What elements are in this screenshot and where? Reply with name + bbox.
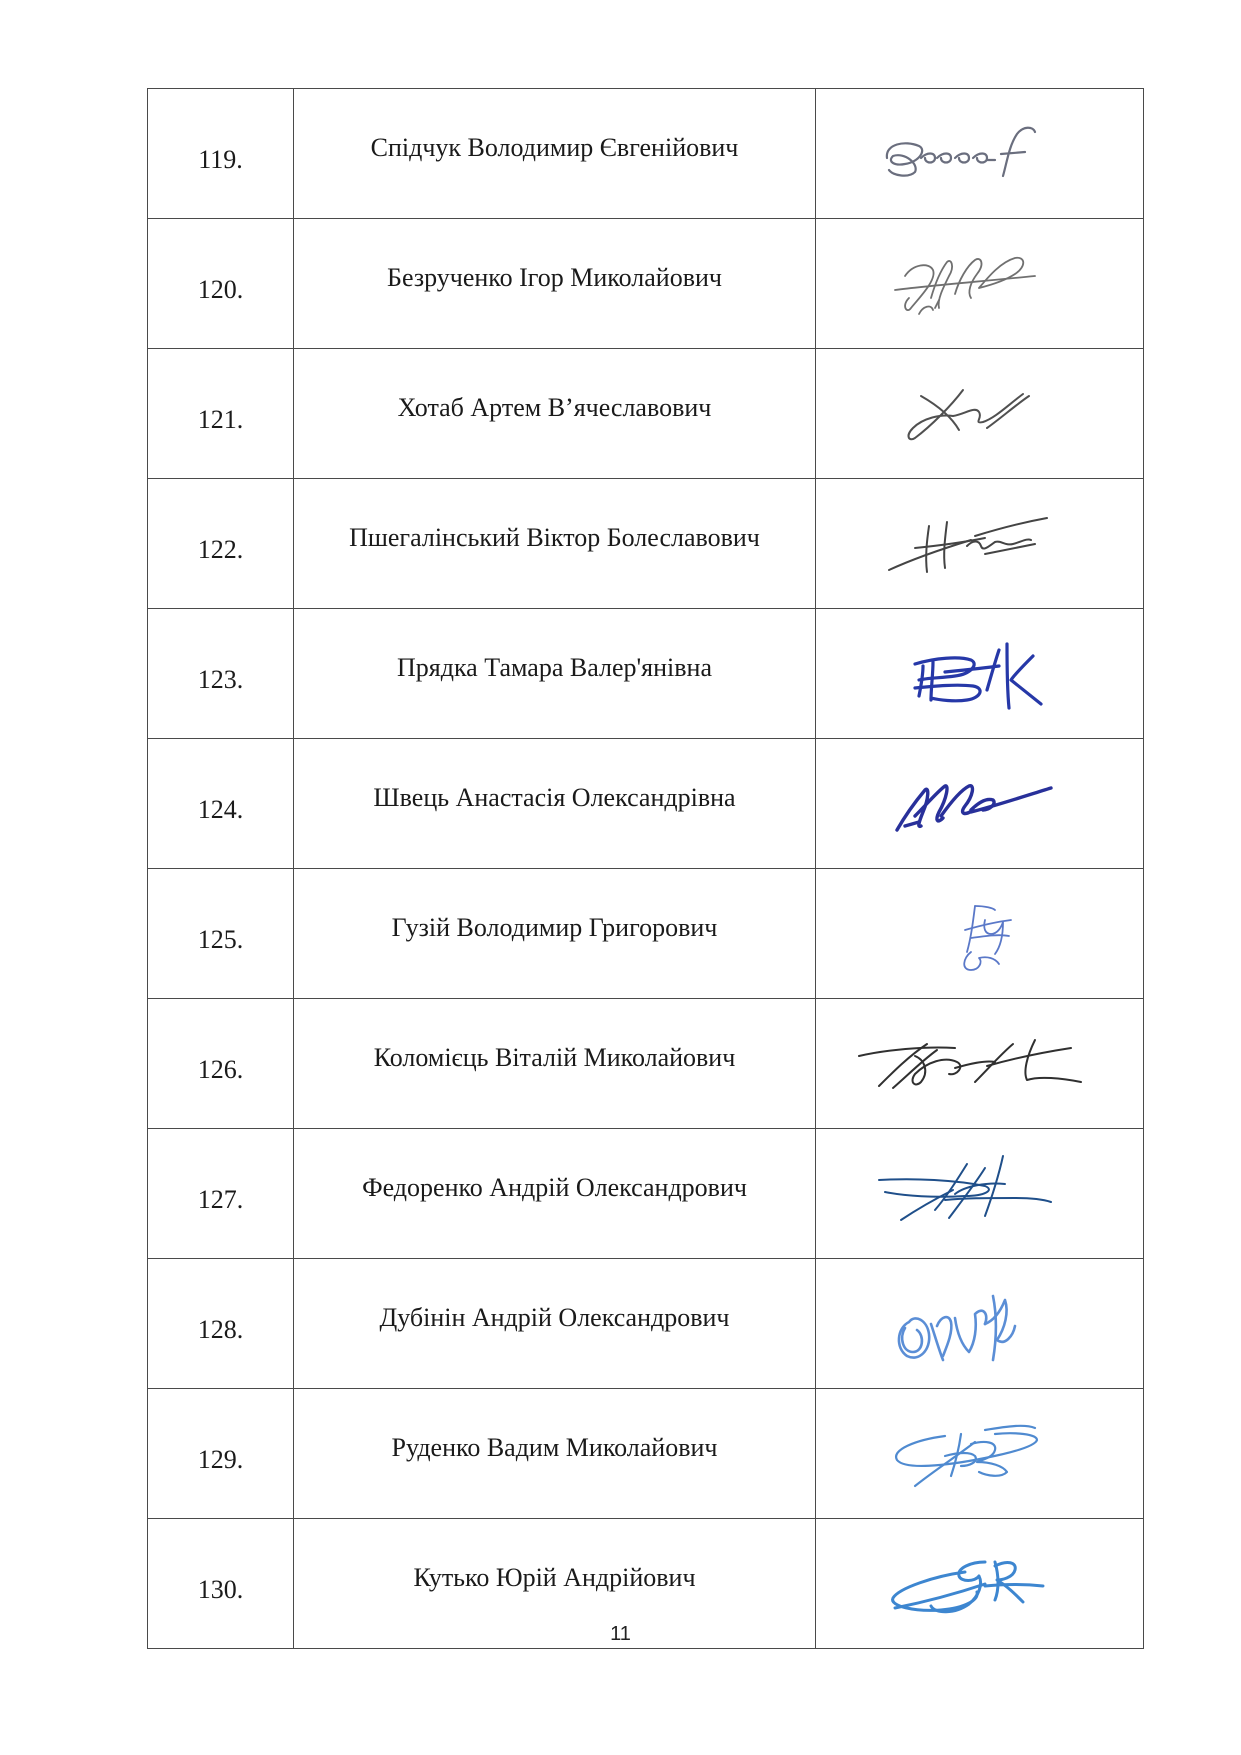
row-number: 123. [148,609,294,739]
signature-cell [816,999,1144,1129]
table-row [148,609,1144,739]
signature-image [875,756,1085,852]
row-number: 124. [148,739,294,869]
row-number: 130. [148,1519,294,1649]
person-name: Дубінін Андрій Олександрович [294,1259,816,1389]
person-name: Швець Анастасія Олександрівна [294,739,816,869]
signature-image [875,886,1085,982]
person-name: Хотаб Артем В’ячеславович [294,349,816,479]
row-number: 127. [148,1129,294,1259]
table-row [148,349,1144,479]
row-number: 128. [148,1259,294,1389]
table-row [148,1389,1144,1519]
signature-image [875,366,1085,462]
signature-table [147,88,1144,1649]
person-name: Коломієць Віталій Миколайович [294,999,816,1129]
person-name: Федоренко Андрій Олександрович [294,1129,816,1259]
person-name: Руденко Вадим Миколайович [294,1389,816,1519]
signature-image [875,1146,1085,1242]
signature-cell [816,349,1144,479]
page-number: 11 [610,1623,631,1645]
signature-image [875,626,1085,722]
row-number: 129. [148,1389,294,1519]
signature-image [875,496,1085,592]
table-row [148,999,1144,1129]
table-row [148,89,1144,219]
signature-cell [816,609,1144,739]
signature-table-body [148,89,1144,1649]
person-name: Спідчук Володимир Євгенійович [294,89,816,219]
signature-image [875,1406,1085,1502]
signature-cell [816,739,1144,869]
table-row [148,219,1144,349]
row-number: 120. [148,219,294,349]
table-row [148,739,1144,869]
person-name: Гузій Володимир Григорович [294,869,816,999]
signature-cell [816,219,1144,349]
signature-cell [816,89,1144,219]
row-number: 119. [148,89,294,219]
person-name: Безрученко Ігор Миколайович [294,219,816,349]
table-row [148,479,1144,609]
signature-cell [816,479,1144,609]
person-name: Пшегалінський Віктор Болеславович [294,479,816,609]
person-name: Прядка Тамара Валер'янівна [294,609,816,739]
signature-image [875,106,1085,202]
person-name: Кутько Юрій Андрійович [294,1519,816,1649]
signature-cell [816,869,1144,999]
row-number: 125. [148,869,294,999]
table-row [148,869,1144,999]
row-number: 122. [148,479,294,609]
signature-cell [816,1129,1144,1259]
table-row [148,1259,1144,1389]
signature-cell [816,1389,1144,1519]
row-number: 121. [148,349,294,479]
signature-image [875,1276,1085,1372]
table-row [148,1129,1144,1259]
row-number: 126. [148,999,294,1129]
signature-image [875,236,1085,332]
signature-cell [816,1259,1144,1389]
signature-image [875,1016,1085,1112]
signature-image [875,1536,1085,1632]
